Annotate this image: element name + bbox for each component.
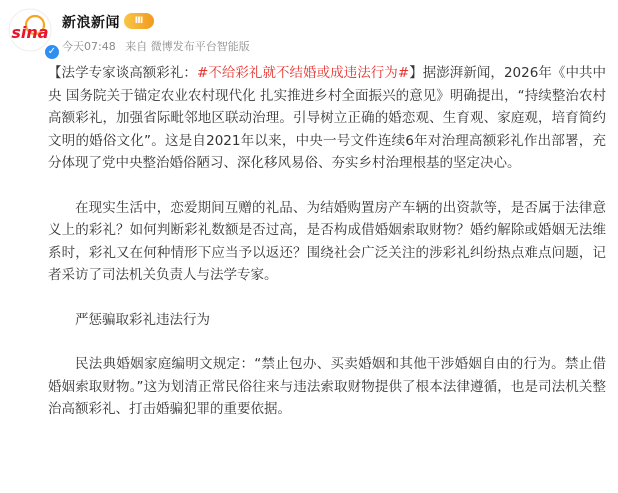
post-body (48, 62, 606, 421)
post-source: 来自 微博发布平台智能版 (125, 40, 250, 53)
paragraph-1 (48, 62, 606, 175)
post-header (0, 0, 618, 60)
section-heading: 严惩骗取彩礼违法行为 (75, 311, 210, 328)
post-meta (62, 38, 256, 54)
avatar[interactable] (8, 8, 57, 57)
topic-link[interactable]: #不给彩礼就不结婚或成违法行为# (196, 65, 410, 81)
paragraph-3: 民法典婚姻家庭编明文规定：“禁止包办、买卖婚姻和其他干涉婚姻自由的行为。禁止借婚姻索取财物。”这为划清正常民俗往来与违法索取财物提供了根本法律遵循，也是司法机关整治高额彩礼、打击婚骗犯罪的重要依据。 (48, 356, 606, 417)
headline-bracket-open: 【法学专家谈高额彩礼： (48, 65, 197, 81)
vip-level-badge-icon[interactable]: Ⅲ (124, 13, 154, 29)
svg-text:sina: sina (11, 23, 49, 42)
account-name[interactable]: 新浪新闻 (62, 15, 120, 31)
paragraph-2: 在现实生活中，恋爱期间互赠的礼品、为结婚购置房产车辆的出资款等，是否属于法律意义上的彩礼？如何判断彩礼数额是否过高，是否构成借婚姻索取财物？婚约解除或婚姻无法维系时，彩礼又在何种情形下应当予以返还？围绕社会广泛关注的涉彩礼纠纷热点难点问题，记者采访了司法机关负责人与法学专家。 (48, 199, 606, 283)
post-time[interactable]: 今天07:48 (62, 40, 116, 53)
verified-badge-icon: ✓ (44, 44, 60, 60)
paragraph-1-text: 】据澎湃新闻，2026年《中共中央 国务院关于锚定农业农村现代化 扎实推进乡村全面振兴的意见》明确提出，“持续整治农村高额彩礼，加强省际毗邻地区联动治理。引导树立正确的婚恋观、生育观、家庭观，培育简约文明的婚俗文化”。这是自2021年以来，中央一号文件连续6年对治理高额彩礼作出部署，充分体现了党中央整治婚俗陋习、深化移风易俗、夯实乡村治理根基的坚定决心。 (48, 65, 607, 171)
